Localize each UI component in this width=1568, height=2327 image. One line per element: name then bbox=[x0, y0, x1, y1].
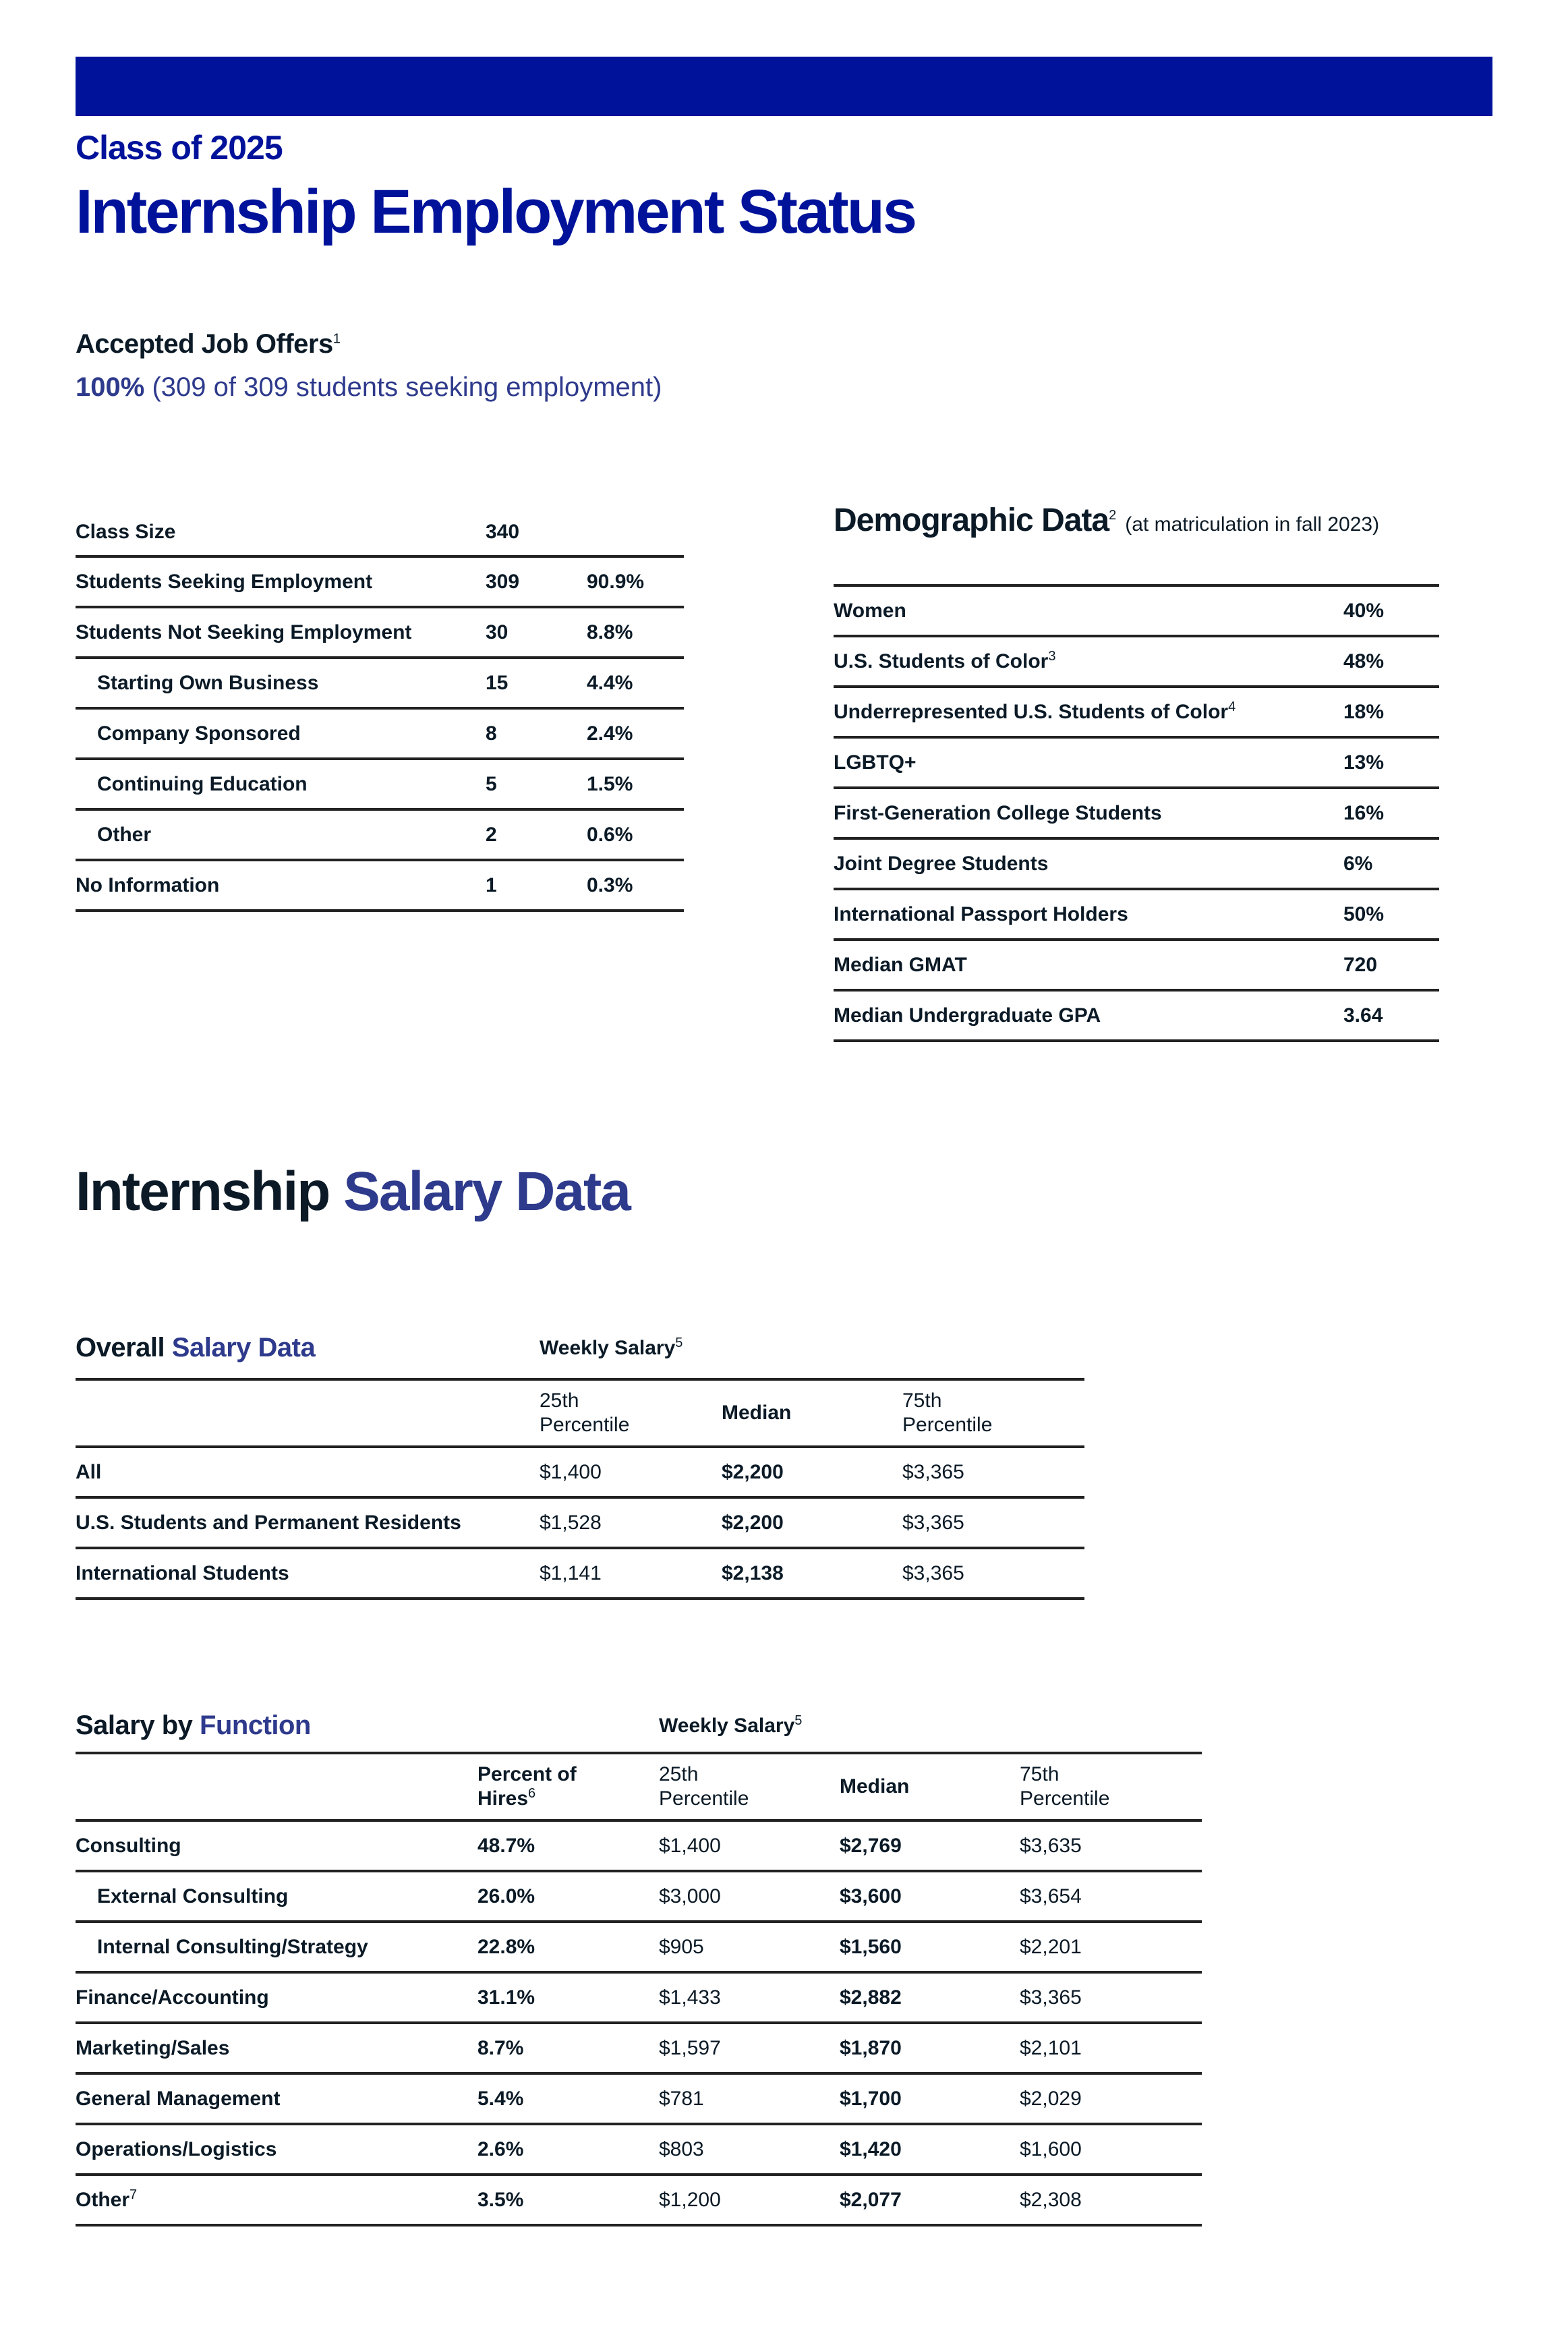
table-row bbox=[76, 556, 684, 607]
median-salary: $1,870 bbox=[840, 2023, 1020, 2073]
row-percent bbox=[587, 509, 684, 556]
percent-of-hires: 48.7% bbox=[477, 1820, 659, 1871]
row-label-cell bbox=[76, 2023, 477, 2073]
overall-weekly-salary-label bbox=[540, 1337, 683, 1360]
p75-salary: $2,029 bbox=[1020, 2073, 1202, 2124]
row-count: 15 bbox=[486, 658, 587, 708]
row-label-cell bbox=[76, 658, 486, 708]
row-label: U.S. Students and Permanent Residents bbox=[76, 1511, 461, 1534]
row-label: Company Sponsored bbox=[97, 722, 301, 745]
row-value: 40% bbox=[1343, 585, 1439, 636]
row-label-cell bbox=[834, 838, 1343, 889]
median-salary: $3,600 bbox=[840, 1871, 1020, 1922]
salary-title-dark: Internship bbox=[76, 1161, 330, 1222]
table-header-row bbox=[76, 1379, 1084, 1447]
row-label-cell bbox=[834, 585, 1343, 636]
footnote-marker: 5 bbox=[794, 1713, 803, 1728]
row-label-cell bbox=[76, 860, 486, 911]
p75-salary: $2,101 bbox=[1020, 2023, 1202, 2073]
row-percent: 4.4% bbox=[587, 658, 684, 708]
footnote-marker: 7 bbox=[129, 2187, 138, 2202]
header-p25 bbox=[540, 1379, 722, 1447]
header-hires-line2: Hires bbox=[477, 1787, 529, 1810]
row-label-cell bbox=[76, 509, 486, 556]
row-label-cell bbox=[76, 2073, 477, 2124]
footnote-marker: 3 bbox=[1048, 648, 1056, 664]
row-label-cell bbox=[76, 1497, 540, 1548]
row-value: 50% bbox=[1343, 889, 1439, 940]
header-p25-line2: Percentile bbox=[659, 1787, 749, 1810]
row-percent: 90.9% bbox=[587, 556, 684, 607]
median-salary: $2,138 bbox=[722, 1548, 902, 1599]
table-row bbox=[834, 990, 1439, 1041]
row-percent: 0.6% bbox=[587, 809, 684, 860]
p75-salary: $2,308 bbox=[1020, 2175, 1202, 2225]
percent-of-hires: 26.0% bbox=[477, 1871, 659, 1922]
table-row bbox=[76, 607, 684, 658]
table-row bbox=[76, 1871, 1202, 1922]
function-salary-table bbox=[76, 1752, 1202, 2227]
demographic-table bbox=[834, 584, 1439, 1042]
row-label: Marketing/Sales bbox=[76, 2036, 230, 2059]
row-label: Joint Degree Students bbox=[834, 852, 1049, 875]
table-row bbox=[834, 737, 1439, 788]
row-label-cell bbox=[834, 990, 1343, 1041]
row-count: 8 bbox=[486, 708, 587, 759]
demographic-note: (at matriculation in fall 2023) bbox=[1125, 513, 1380, 536]
row-label: Operations/Logistics bbox=[76, 2137, 277, 2160]
table-row bbox=[834, 889, 1439, 940]
median-salary: $1,560 bbox=[840, 1922, 1020, 1972]
footnote-marker: 2 bbox=[1109, 508, 1116, 523]
row-value: 16% bbox=[1343, 788, 1439, 838]
row-percent: 8.8% bbox=[587, 607, 684, 658]
function-weekly-salary-label bbox=[659, 1715, 802, 1737]
row-percent: 0.3% bbox=[587, 860, 684, 911]
p25-salary: $803 bbox=[659, 2124, 840, 2175]
table-row bbox=[76, 1548, 1084, 1599]
row-label: All bbox=[76, 1460, 102, 1483]
row-label: General Management bbox=[76, 2087, 281, 2110]
row-label: Median Undergraduate GPA bbox=[834, 1004, 1101, 1027]
p25-salary: $1,433 bbox=[659, 1972, 840, 2023]
table-row bbox=[76, 658, 684, 708]
header-p25-line1: 25th bbox=[659, 1763, 699, 1785]
row-label-cell bbox=[76, 708, 486, 759]
percent-of-hires: 2.6% bbox=[477, 2124, 659, 2175]
row-label-cell bbox=[76, 809, 486, 860]
row-label: First-Generation College Students bbox=[834, 801, 1162, 824]
table-row bbox=[834, 636, 1439, 687]
p75-salary: $3,635 bbox=[1020, 1820, 1202, 1871]
row-label-cell bbox=[834, 788, 1343, 838]
row-label-cell bbox=[76, 1820, 477, 1871]
table-row bbox=[76, 1447, 1084, 1497]
p75-salary: $3,365 bbox=[902, 1548, 1084, 1599]
row-label-cell bbox=[76, 1871, 477, 1922]
median-salary: $2,200 bbox=[722, 1447, 902, 1497]
header-p75-line2: Percentile bbox=[902, 1414, 993, 1436]
p75-salary: $3,365 bbox=[902, 1447, 1084, 1497]
accepted-offers-value bbox=[76, 372, 662, 403]
median-salary: $2,200 bbox=[722, 1497, 902, 1548]
row-label-cell bbox=[76, 1447, 540, 1497]
row-label-cell bbox=[76, 1972, 477, 2023]
table-row bbox=[834, 788, 1439, 838]
row-label: Starting Own Business bbox=[97, 671, 319, 694]
header-blank bbox=[76, 1753, 477, 1820]
p25-salary: $1,200 bbox=[659, 2175, 840, 2225]
overall-salary-heading bbox=[76, 1333, 315, 1363]
p25-salary: $3,000 bbox=[659, 1871, 840, 1922]
p25-salary: $1,597 bbox=[659, 2023, 840, 2073]
table-row bbox=[76, 1820, 1202, 1871]
weekly-salary-label: Weekly Salary bbox=[540, 1337, 676, 1359]
row-label: LGBTQ+ bbox=[834, 751, 917, 774]
header-blank bbox=[76, 1379, 540, 1447]
row-label: External Consulting bbox=[97, 1885, 289, 1907]
row-label-cell bbox=[834, 636, 1343, 687]
p25-salary: $1,400 bbox=[540, 1447, 722, 1497]
p25-salary: $1,141 bbox=[540, 1548, 722, 1599]
footnote-marker: 5 bbox=[675, 1335, 683, 1350]
header-p75-line1: 75th bbox=[1020, 1763, 1059, 1785]
header-hires-line1: Percent of bbox=[477, 1763, 577, 1785]
row-value: 48% bbox=[1343, 636, 1439, 687]
header-p25 bbox=[659, 1753, 840, 1820]
header-p75 bbox=[1020, 1753, 1202, 1820]
p25-salary: $1,528 bbox=[540, 1497, 722, 1548]
row-value: 3.64 bbox=[1343, 990, 1439, 1041]
row-label: Consulting bbox=[76, 1834, 181, 1857]
row-label-cell bbox=[834, 687, 1343, 737]
row-label: Women bbox=[834, 599, 906, 622]
salary-section-title bbox=[76, 1160, 630, 1224]
row-label: Internal Consulting/Strategy bbox=[97, 1935, 368, 1958]
table-row bbox=[76, 759, 684, 809]
percent-of-hires: 8.7% bbox=[477, 2023, 659, 2073]
row-label: Class Size bbox=[76, 521, 176, 543]
page-title: Internship Employment Status bbox=[76, 177, 916, 246]
table-row bbox=[76, 1922, 1202, 1972]
table-row bbox=[76, 509, 684, 556]
row-label: U.S. Students of Color bbox=[834, 650, 1049, 672]
row-label: Other bbox=[76, 2188, 130, 2211]
row-label-cell bbox=[76, 759, 486, 809]
percent-of-hires: 3.5% bbox=[477, 2175, 659, 2225]
header-hires bbox=[477, 1753, 659, 1820]
row-percent: 1.5% bbox=[587, 759, 684, 809]
table-row bbox=[834, 687, 1439, 737]
table-row bbox=[76, 860, 684, 911]
p25-salary: $905 bbox=[659, 1922, 840, 1972]
percent-of-hires: 22.8% bbox=[477, 1922, 659, 1972]
p75-salary: $2,201 bbox=[1020, 1922, 1202, 1972]
row-label-cell bbox=[834, 889, 1343, 940]
p75-salary: $3,654 bbox=[1020, 1871, 1202, 1922]
table-row bbox=[834, 838, 1439, 889]
table-row bbox=[76, 1972, 1202, 2023]
footnote-marker: 4 bbox=[1228, 699, 1236, 714]
table-row bbox=[76, 2175, 1202, 2225]
p75-salary: $3,365 bbox=[902, 1497, 1084, 1548]
class-year-label: Class of 2025 bbox=[76, 129, 283, 167]
table-row bbox=[834, 940, 1439, 990]
p75-salary: $1,600 bbox=[1020, 2124, 1202, 2175]
row-label-cell bbox=[76, 1548, 540, 1599]
header-p25-line1: 25th bbox=[540, 1389, 579, 1412]
row-label-cell bbox=[834, 737, 1343, 788]
footnote-marker: 6 bbox=[528, 1786, 536, 1801]
median-salary: $2,769 bbox=[840, 1820, 1020, 1871]
demographic-title: Demographic Data bbox=[834, 502, 1109, 538]
table-header-row bbox=[76, 1753, 1202, 1820]
row-label: Students Not Seeking Employment bbox=[76, 621, 412, 643]
row-label: International Passport Holders bbox=[834, 902, 1128, 925]
row-value: 13% bbox=[1343, 737, 1439, 788]
row-label: Finance/Accounting bbox=[76, 1986, 269, 2009]
header-banner bbox=[76, 57, 1492, 116]
table-row bbox=[76, 2073, 1202, 2124]
accepted-offers-detail: (309 of 309 students seeking employment) bbox=[152, 372, 662, 402]
median-salary: $2,882 bbox=[840, 1972, 1020, 2023]
overall-salary-table bbox=[76, 1378, 1084, 1600]
row-value: 18% bbox=[1343, 687, 1439, 737]
footnote-marker: 1 bbox=[332, 331, 341, 347]
overall-title-dark: Overall bbox=[76, 1333, 165, 1362]
row-count: 5 bbox=[486, 759, 587, 809]
p25-salary: $1,400 bbox=[659, 1820, 840, 1871]
weekly-salary-label: Weekly Salary bbox=[659, 1715, 795, 1737]
table-row bbox=[76, 1497, 1084, 1548]
row-label-cell bbox=[76, 556, 486, 607]
demographic-heading bbox=[834, 502, 1379, 539]
row-label: Median GMAT bbox=[834, 953, 967, 976]
header-p75-line1: 75th bbox=[902, 1389, 942, 1412]
table-row bbox=[76, 708, 684, 759]
median-salary: $1,700 bbox=[840, 2073, 1020, 2124]
row-label: Other bbox=[97, 823, 152, 846]
header-median: Median bbox=[840, 1753, 1020, 1820]
percent-of-hires: 31.1% bbox=[477, 1972, 659, 2023]
function-salary-heading bbox=[76, 1711, 311, 1741]
function-title-dark: Salary by bbox=[76, 1711, 193, 1740]
header-p75-line2: Percentile bbox=[1020, 1787, 1110, 1810]
function-title-accent: Function bbox=[200, 1711, 311, 1740]
row-count: 340 bbox=[486, 509, 587, 556]
row-label: No Information bbox=[76, 873, 220, 896]
row-value: 720 bbox=[1343, 940, 1439, 990]
row-label-cell bbox=[76, 607, 486, 658]
row-count: 309 bbox=[486, 556, 587, 607]
row-count: 30 bbox=[486, 607, 587, 658]
median-salary: $1,420 bbox=[840, 2124, 1020, 2175]
row-value: 6% bbox=[1343, 838, 1439, 889]
accepted-offers-label: Accepted Job Offers bbox=[76, 329, 333, 359]
row-count: 1 bbox=[486, 860, 587, 911]
accepted-offers-heading bbox=[76, 329, 340, 360]
header-p25-line2: Percentile bbox=[540, 1414, 630, 1436]
row-label: International Students bbox=[76, 1561, 289, 1584]
row-percent: 2.4% bbox=[587, 708, 684, 759]
header-median: Median bbox=[722, 1379, 902, 1447]
table-row bbox=[76, 2023, 1202, 2073]
row-label: Underrepresented U.S. Students of Color bbox=[834, 700, 1229, 723]
median-salary: $2,077 bbox=[840, 2175, 1020, 2225]
row-label: Students Seeking Employment bbox=[76, 570, 373, 593]
header-p75 bbox=[902, 1379, 1084, 1447]
percent-of-hires: 5.4% bbox=[477, 2073, 659, 2124]
table-row bbox=[834, 585, 1439, 636]
row-label-cell bbox=[76, 2124, 477, 2175]
overall-title-accent: Salary Data bbox=[171, 1333, 316, 1362]
row-label-cell bbox=[76, 1922, 477, 1972]
row-label: Continuing Education bbox=[97, 772, 308, 795]
row-count: 2 bbox=[486, 809, 587, 860]
salary-title-accent: Salary Data bbox=[343, 1161, 630, 1222]
table-row bbox=[76, 809, 684, 860]
row-label-cell bbox=[76, 2175, 477, 2225]
p75-salary: $3,365 bbox=[1020, 1972, 1202, 2023]
employment-status-table bbox=[76, 509, 684, 912]
table-row bbox=[76, 2124, 1202, 2175]
p25-salary: $781 bbox=[659, 2073, 840, 2124]
row-label-cell bbox=[834, 940, 1343, 990]
accepted-offers-percent: 100% bbox=[76, 372, 145, 402]
